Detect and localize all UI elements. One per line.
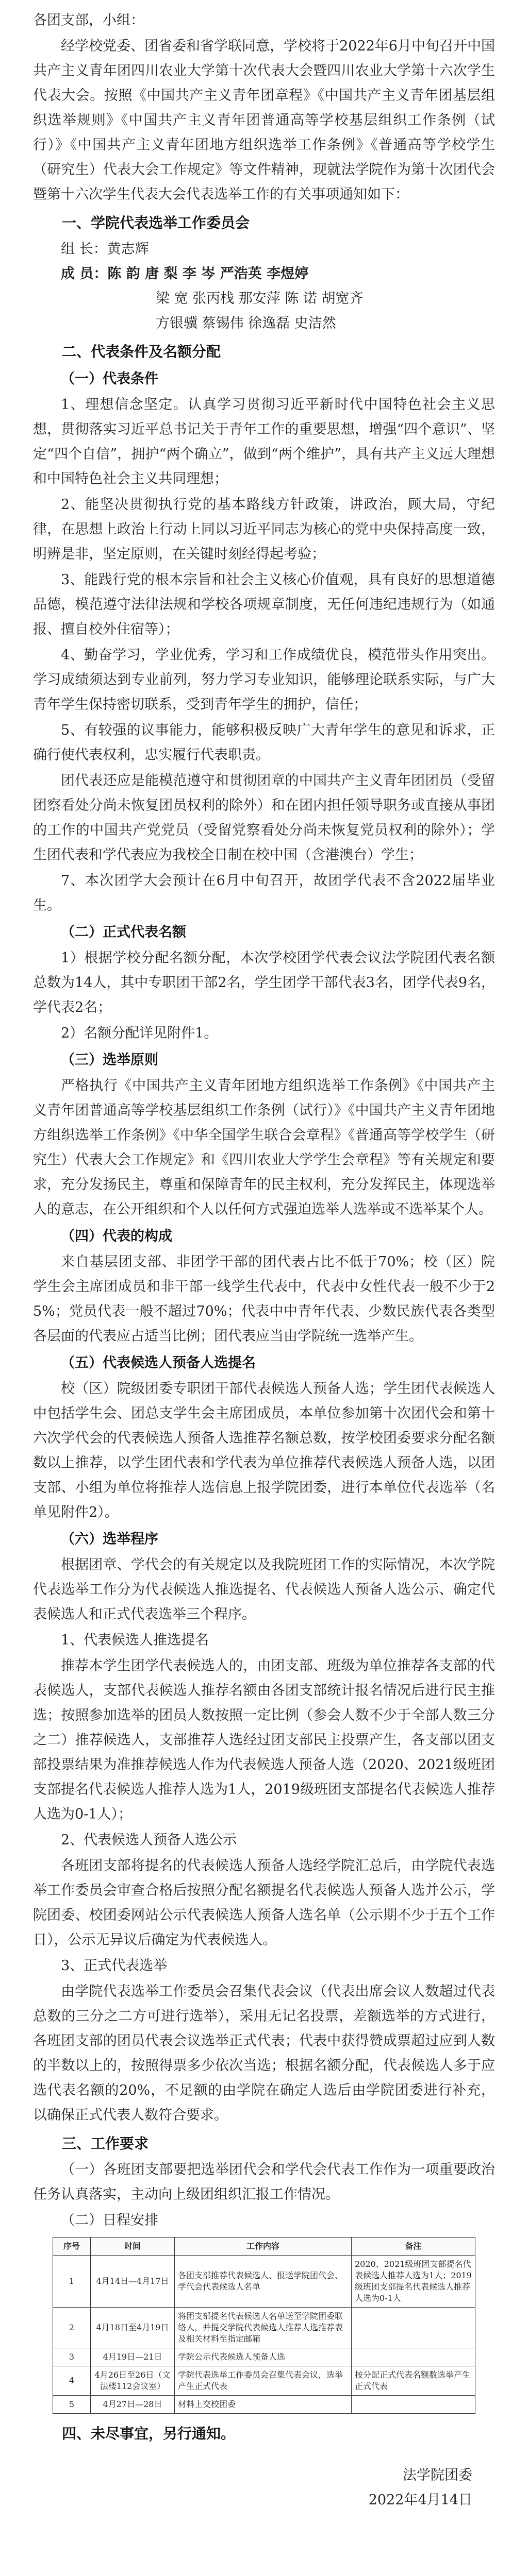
requirement-text: （一）各班团支部要把选举团代会和学代会代表工作作为一项重要政治任务认真落实，主动向上级团组织汇报工作情况。 bbox=[33, 2162, 495, 2202]
schedule-header-time: 时间 bbox=[91, 2238, 175, 2256]
committee-members-line-2: 梁 宽 张丙栈 那安萍 陈 诺 胡宽齐 bbox=[156, 291, 364, 307]
schedule-cell-content: 将团支部提名代表候选人名单送至学院团委联络人，并提交学院代表候选人推荐人选推荐表及相关材料至指定邮箱 bbox=[175, 2308, 352, 2348]
schedule-header-content: 工作内容 bbox=[175, 2238, 352, 2256]
condition-item: 4、勤奋学习，学业优秀，学习和工作成绩优良，模范带头作用突出。学习成绩须达到专业前列，努力学习专业知识，能够理论联系实际，与广大青年学生保持密切联系，受到青年学生的拥护，信任； bbox=[33, 647, 495, 713]
subsection-conditions-title: （一）代表条件 bbox=[61, 371, 158, 387]
schedule-cell-content: 学院公示代表候选人预备人选 bbox=[175, 2348, 352, 2366]
schedule-title: （二）日程安排 bbox=[61, 2212, 158, 2228]
subsection-nomination-title: （五）代表候选人预备人选提名 bbox=[61, 1355, 256, 1371]
schedule-cell-note bbox=[352, 2308, 475, 2348]
step-3-title: 3、正式代表选举 bbox=[61, 1958, 168, 1974]
condition-item: 2、能坚决贯彻执行党的基本路线方针政策，讲政治，顾大局，守纪律，在思想上政治上行动上同以习近平同志为核心的党中央保持高度一致，明辨是非，坚定原则，在关键时刻经得起考验； bbox=[33, 497, 495, 562]
table-row bbox=[53, 2366, 475, 2396]
signature-date: 2022年4月14日 bbox=[368, 2492, 472, 2508]
committee-members-line-3: 方银骥 蔡锡伟 徐逸磊 史洁然 bbox=[156, 315, 336, 331]
schedule-cell-no: 3 bbox=[53, 2348, 91, 2366]
schedule-cell-note bbox=[352, 2396, 475, 2414]
subsection-composition-title: （四）代表的构成 bbox=[61, 1228, 172, 1244]
section-1-title: 一、学院代表选举工作委员会 bbox=[62, 214, 250, 231]
condition-item: 5、有较强的议事能力，能够积极反映广大青年学生的意见和诉求，正确行使代表权利，忠实履行代表职责。 bbox=[33, 722, 495, 763]
section-4-title: 四、未尽事宜，另行通知。 bbox=[62, 2425, 236, 2442]
table-row bbox=[53, 2348, 475, 2366]
step-2-text: 各班团支部将提名的代表候选人预备人选经学院汇总后，由学院代表选举工作委员会审查合格后按照分配名额提名代表候选人预备人选并公示，学院团委、校团委网站公示代表候选人预备人选名单（公示期不少于五个工作日），公示无异议后确定为代表候选人。 bbox=[33, 1858, 495, 1948]
schedule-cell-no: 2 bbox=[53, 2308, 91, 2348]
schedule-cell-time: 4月19日—21日 bbox=[91, 2348, 175, 2366]
schedule-cell-content: 学院代表选举工作委员会召集代表会议，选举产生正式代表 bbox=[175, 2366, 352, 2396]
step-2-title: 2、代表候选人预备人选公示 bbox=[61, 1832, 237, 1848]
committee-leader: 组 长：黄志辉 bbox=[61, 241, 149, 257]
quota-item: 1）根据学校分配名额分配，本次学校团学代表会议法学院团代表名额总数为14人，其中专职团干部2名，学生团学干部代表3名，团学代表9名，学代表2名； bbox=[33, 950, 495, 1015]
schedule-table bbox=[53, 2237, 475, 2414]
schedule-cell-no: 1 bbox=[53, 2256, 91, 2308]
table-row bbox=[53, 2396, 475, 2414]
subsection-procedure-title: （六）选举程序 bbox=[61, 1531, 158, 1547]
nomination-text: 校（区）院级团委专职团干部代表候选人预备人选；学生团代表候选人中包括学生会、团总支学生会主席团成员，本单位参加第十次团代会和第十六次学代会的代表候选人预备人选推荐名额总数，按学校团委要求分配名额数以上推荐，以学生团代表和学代表为单位推荐代表候选人预备人选，以团支部、小组为单位将推荐人选信息上报学院团委，进行本单位代表选举（名单见附件2）。 bbox=[33, 1381, 495, 1520]
salutation: 各团支部，小组： bbox=[33, 12, 144, 28]
schedule-cell-note: 按分配正式代表名额数选举产生正式代表 bbox=[352, 2366, 475, 2396]
condition-item: 3、能践行党的根本宗旨和社会主义核心价值观，具有良好的思想道德品德，模范遵守法律法规和学校各项规章制度，无任何违纪违规行为（如通报、擅自校外住宿等）； bbox=[33, 572, 495, 637]
condition-extra: 团代表还应是能模范遵守和贯彻团章的中国共产主义青年团团员（受留团察看处分尚未恢复团员权利的除外）和在团内担任领导职务或直接从事团的工作的中国共产党党员（受留党察看处分尚未恢复党员权利的除外）；学生团代表和学代表应为我校全日制在校中国（含港澳台）学生； bbox=[33, 773, 495, 863]
schedule-header-note: 备注 bbox=[352, 2238, 475, 2256]
step-1-title: 1、代表候选人推选提名 bbox=[61, 1632, 209, 1648]
schedule-cell-note: 2020、2021级班团支部提名代表候选人推荐人选为1人；2019级班团支部提名代表候选人推荐人选为0-1人 bbox=[352, 2256, 475, 2308]
schedule-cell-time: 4月27日—28日 bbox=[91, 2396, 175, 2414]
principle-text: 严格执行《中国共产主义青年团地方组织选举工作条例》《中国共产主义青年团普通高等学校基层组织工作条例（试行）》《中国共产主义青年团地方组织选举工作条例》《中华全国学生联合会章程》《普通高等学校学生（研究生）代表大会工作规定》和《四川农业大学学生会章程》等有关规定和要求，充分发扬民主，尊重和保障青年的民主权利，充分发挥民主，体现选举人的意志，在公开组织和个人以任何方式强迫选举人选举或不选举某个人。 bbox=[33, 1078, 495, 1217]
step-1-text: 推荐本学生团学代表候选人的，由团支部、班级为单位推荐各支部的代表候选人，支部代表候选人推荐名额由各团支部统计报名情况后进行民主推选；按照参加选举的团员人数按照一定比例（参会人数不少于全部人数三分之二）推荐候选人，支部推荐人选经过团支部民主投票产生，各支部以团支部投票结果为准推荐候选人作为代表候选人预备人选（2020、2021级班团支部提名代表候选人推荐人选为1人，2019级班团支部提名代表候选人推荐人选为0-1人）； bbox=[33, 1658, 495, 1822]
step-3-text: 由学院代表选举工作委员会召集代表会议（代表出席会议人数超过代表总数的三分之二方可进行选举），采用无记名投票，差额选举的方式进行，各班团支部的团员代表会议选举正式代表；代表中获得赞成票超过应到人数的半数以上的，按照得票多少依次当选；根据名额分配，代表候选人多于应选代表名额的20%，不足额的由学院在确定人选后由学院团委进行补充，以确保正式代表人数符合要求。 bbox=[33, 1984, 495, 2123]
signature-spacer bbox=[33, 2448, 495, 2463]
condition-item: 1、理想信念坚定。认真学习贯彻习近平新时代中国特色社会主义思想，贯彻落实习近平总书记关于青年工作的重要思想，增强“四个意识”、坚定“四个自信”，拥护“两个确立”，做到“两个维护”，具有共产主义远大理想和中国特色社会主义共同理想； bbox=[33, 397, 495, 487]
schedule-header-row bbox=[53, 2238, 475, 2256]
schedule-cell-content: 各团支部推荐代表候选人、报送学院团代会、学代会代表候选人名单 bbox=[175, 2256, 352, 2308]
schedule-header-no: 序号 bbox=[53, 2238, 91, 2256]
schedule-cell-note bbox=[352, 2348, 475, 2366]
section-2-title: 二、代表条件及名额分配 bbox=[62, 343, 221, 360]
committee-members-line-1: 成 员：陈 韵 唐 梨 李 岑 严浩英 李煜婷 bbox=[61, 266, 309, 282]
composition-text: 来自基层团支部、非团学干部的团代表占比不低于70%；校（区）院学生会主席团成员和非干部一线学生代表中，代表中女性代表一般不少于25%；党员代表一般不超过70%；代表中中青年代表、少数民族代表各类型各层面的代表应占适当比例；团代表应当由学院统一选举产生。 bbox=[33, 1254, 495, 1344]
schedule-cell-time: 4月26日至26日（文法楼112会议室） bbox=[91, 2366, 175, 2396]
subsection-principle-title: （三）选举原则 bbox=[61, 1052, 158, 1068]
schedule-cell-time: 4月18日至4月19日 bbox=[91, 2308, 175, 2348]
schedule-cell-time: 4月14日—4月17日 bbox=[91, 2256, 175, 2308]
table-row bbox=[53, 2256, 475, 2308]
schedule-cell-no: 4 bbox=[53, 2366, 91, 2396]
intro-paragraph: 经学校党委、团省委和省学联同意，学校将于2022年6月中旬召开中国共产主义青年团四川农业大学第十次代表大会暨四川农业大学第十六次学生代表大会。按照《中国共产主义青年团章程》《中国共产主义青年团基层组织选举规则》《中国共产主义青年团普通高等学校基层组织工作条例（试行）》《中国共产主义青年团地方组织选举工作条例》《普通高等学校学生（研究生）代表大会工作规定》等文件精神，现就法学院作为第十次团代会暨第十六次学生代表大会代表选举工作的有关事项通知如下： bbox=[33, 38, 495, 202]
procedure-intro: 根据团章、学代会的有关规定以及我院班团工作的实际情况，本次学院代表选举工作分为代表候选人推选提名、代表候选人预备人选公示、确定代表候选人和正式代表选举三个程序。 bbox=[33, 1557, 495, 1622]
condition-extra: 7、本次团学大会预计在6月中旬召开，故团学代表不含2022届毕业生。 bbox=[33, 873, 495, 913]
quota-item: 2）名额分配详见附件1。 bbox=[61, 1025, 218, 1041]
table-row bbox=[53, 2308, 475, 2348]
section-3-title: 三、工作要求 bbox=[62, 2135, 149, 2152]
signature-org: 法学院团委 bbox=[403, 2467, 472, 2483]
schedule-cell-no: 5 bbox=[53, 2396, 91, 2414]
subsection-quota-title: （二）正式代表名额 bbox=[61, 924, 186, 940]
schedule-cell-content: 材料上交校团委 bbox=[175, 2396, 352, 2414]
